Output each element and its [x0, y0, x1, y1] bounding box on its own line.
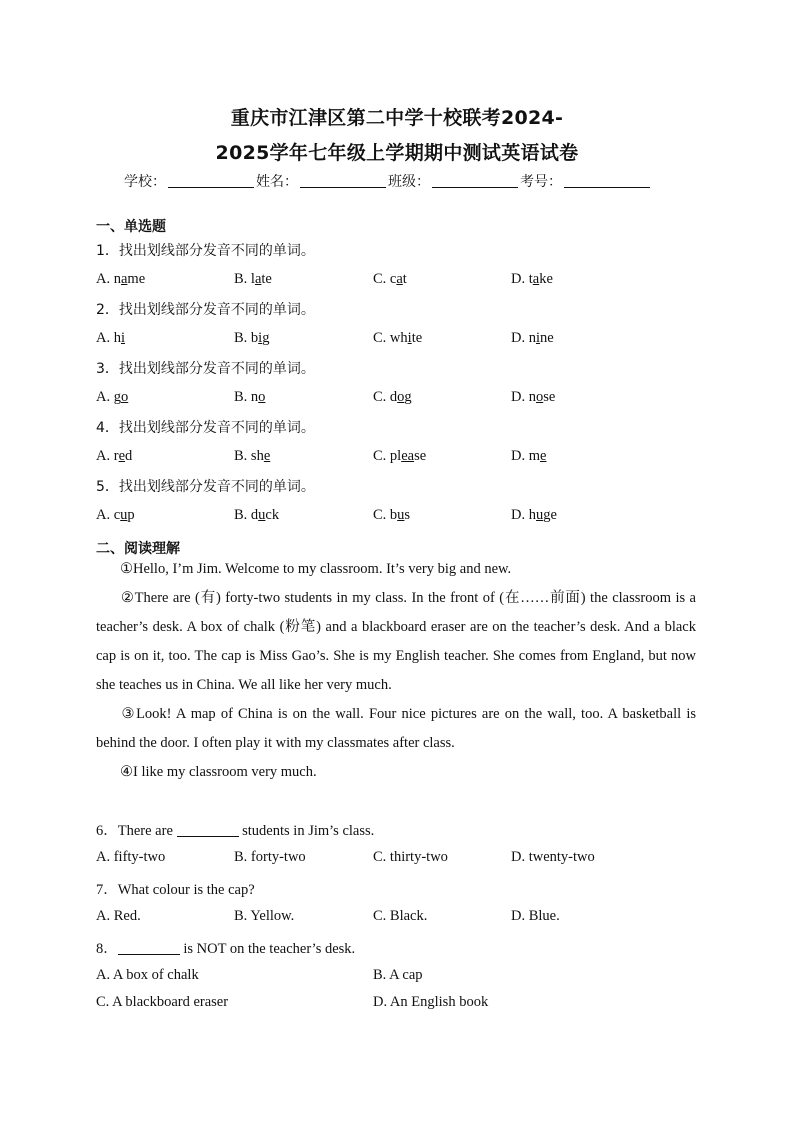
q8-option-c[interactable]: C. A blackboard eraser — [96, 994, 229, 1010]
option-letter: C. — [373, 448, 390, 464]
underlined-letters: u — [258, 507, 266, 523]
q6-option-c[interactable]: C. thirty-two — [373, 849, 448, 865]
underlined-letters: u — [535, 507, 544, 523]
option-letter: C. — [373, 271, 390, 287]
q7-option-c[interactable]: C. Black. — [373, 908, 428, 924]
q8-answer-blank[interactable] — [118, 941, 180, 955]
question-2-options — [96, 330, 716, 350]
question-6-stem: 6．There are students in Jim’s class. — [96, 823, 375, 839]
underlined-letters: u — [120, 507, 128, 523]
option-letter: D. — [511, 507, 529, 523]
q4-option-a[interactable] — [96, 448, 132, 465]
q8-option-d[interactable]: D. An English book — [373, 994, 489, 1010]
question-3-options — [96, 389, 716, 409]
option-letter: D. — [511, 389, 529, 405]
q5-option-d[interactable] — [511, 507, 557, 524]
question-8-options-row2 — [96, 994, 716, 1014]
passage-paragraph-3: ③Look! A map of China is on the wall. Four nice pictures are on the wall, too. A basketball is behind the door. I often play it with my classmates after class. — [96, 706, 696, 751]
underlined-letters: i — [535, 330, 541, 346]
passage-paragraph-1: ①Hello, I’m Jim. Welcome to my classroom. It’s very big and new. — [120, 561, 512, 577]
word-part: n — [250, 389, 259, 405]
passage-paragraph-2: ②There are (有) forty-two students in my class. In the front of (在……前面) the classroom is a teacher’s desk. A box of chalk (粉笔) and a blackboard eraser are on the teacher’s desk. And a black cap is on it, too. The cap is Miss Gao’s. She is my English teacher. She comes from England, but now she teaches us in China. We all like her very much. — [96, 590, 696, 693]
q4-option-c[interactable] — [373, 448, 426, 465]
q2-option-b[interactable] — [234, 330, 269, 347]
question-1-options — [96, 271, 716, 291]
word-part: n — [113, 271, 121, 287]
word-part: l — [250, 271, 255, 287]
q6-option-b[interactable]: B. forty-two — [234, 849, 306, 865]
underlined-letters: o — [535, 389, 544, 405]
q3-option-c[interactable] — [373, 389, 412, 406]
q1-option-d[interactable] — [511, 271, 553, 288]
option-letter: B. — [234, 448, 251, 464]
q5-option-c[interactable] — [373, 507, 410, 524]
underlined-letters: e — [118, 448, 126, 464]
question-4-stem: 4．找出划线部分发音不同的单词。 — [96, 420, 315, 436]
option-letter: B. — [234, 389, 251, 405]
question-3-stem: 3．找出划线部分发音不同的单词。 — [96, 361, 315, 377]
exam-number-blank[interactable] — [564, 173, 650, 188]
exam-number-label: 考号： — [520, 174, 562, 190]
question-8-options-row1 — [96, 967, 716, 987]
option-letter: C. — [373, 507, 390, 523]
q2-option-c[interactable] — [373, 330, 422, 347]
word-part: ge — [543, 507, 557, 523]
word-part: n — [528, 389, 536, 405]
word-part: d — [389, 389, 398, 405]
word-part: wh — [389, 330, 408, 346]
exam-title-line2: 2025学年七年级上学期期中测试英语试卷 — [215, 142, 579, 164]
section-heading-single-choice: 一、单选题 — [96, 219, 166, 235]
underlined-letters: u — [397, 507, 405, 523]
name-blank[interactable] — [300, 173, 386, 188]
class-label: 班级： — [388, 174, 430, 190]
option-letter: D. — [511, 330, 529, 346]
word-part: s — [404, 507, 411, 523]
underlined-letters: a — [120, 271, 128, 287]
word-part: te — [411, 330, 423, 346]
option-letter: A. — [96, 330, 114, 346]
q6-option-d[interactable]: D. twenty-two — [511, 849, 595, 865]
q8-option-a[interactable]: A. A box of chalk — [96, 967, 199, 983]
q5-option-b[interactable] — [234, 507, 279, 524]
word-part: b — [389, 507, 398, 523]
option-letter: D. — [511, 448, 529, 464]
option-letter: C. — [373, 330, 390, 346]
underlined-letters: o — [258, 389, 266, 405]
q7-option-d[interactable]: D. Blue. — [511, 908, 560, 924]
option-letter: B. — [234, 507, 251, 523]
question-6-options — [96, 849, 716, 869]
underlined-letters: o — [120, 389, 129, 405]
underlined-letters: o — [397, 389, 405, 405]
word-part: se — [543, 389, 556, 405]
q8-option-b[interactable]: B. A cap — [373, 967, 423, 983]
word-part: ne — [540, 330, 554, 346]
q6-answer-blank[interactable] — [177, 823, 239, 837]
school-label: 学校： — [124, 174, 166, 190]
underlined-letters: e — [540, 448, 547, 464]
option-letter: A. — [96, 448, 114, 464]
name-label: 姓名： — [256, 174, 298, 190]
question-5-stem: 5．找出划线部分发音不同的单词。 — [96, 479, 315, 495]
word-part: c — [389, 271, 397, 287]
q2-option-d[interactable] — [511, 330, 554, 347]
word-part: m — [528, 448, 541, 464]
q5-option-a[interactable] — [96, 507, 135, 524]
word-part: te — [261, 271, 272, 287]
word-part: t — [528, 271, 533, 287]
section-heading-reading: 二、阅读理解 — [96, 541, 180, 557]
word-part: d — [125, 448, 133, 464]
underlined-letters: a — [532, 271, 540, 287]
word-part: g — [404, 389, 412, 405]
underlined-letters: a — [254, 271, 262, 287]
word-part: g — [113, 389, 121, 405]
underlined-letters: e — [263, 448, 271, 464]
reading-passage — [96, 555, 696, 787]
q6-option-a[interactable]: A. fifty-two — [96, 849, 166, 865]
underlined-letters: i — [120, 330, 126, 346]
word-part: c — [113, 507, 121, 523]
word-part: d — [250, 507, 259, 523]
question-2-stem: 2．找出划线部分发音不同的单词。 — [96, 302, 315, 318]
q3-option-b[interactable] — [234, 389, 265, 406]
question-7-stem: 7．What colour is the cap? — [96, 882, 255, 898]
underlined-letters: i — [407, 330, 412, 346]
q4-option-d[interactable] — [511, 448, 546, 465]
option-letter: A. — [96, 271, 114, 287]
question-7-options — [96, 908, 716, 928]
option-letter: A. — [96, 389, 114, 405]
question-8-stem: 8． is NOT on the teacher’s desk. — [96, 941, 356, 957]
option-letter: B. — [234, 330, 251, 346]
q1-option-a[interactable] — [96, 271, 145, 288]
word-part: ke — [539, 271, 553, 287]
question-4-options — [96, 448, 716, 468]
underlined-letters: i — [258, 330, 263, 346]
word-part: b — [250, 330, 259, 346]
school-blank[interactable] — [168, 173, 254, 188]
exam-title-line1: 重庆市江津区第二中学十校联考2024- — [230, 107, 564, 129]
word-part: n — [528, 330, 536, 346]
question-1-stem: 1．找出划线部分发音不同的单词。 — [96, 243, 315, 259]
word-part: g — [262, 330, 270, 346]
option-letter: D. — [511, 271, 529, 287]
question-5-options — [96, 507, 716, 527]
word-part: t — [402, 271, 407, 287]
word-part: h — [528, 507, 536, 523]
class-blank[interactable] — [432, 173, 518, 188]
q1-option-b[interactable] — [234, 271, 272, 288]
option-letter: A. — [96, 507, 114, 523]
word-part: h — [113, 330, 121, 346]
q7-option-b[interactable]: B. Yellow. — [234, 908, 295, 924]
passage-paragraph-4: ④I like my classroom very much. — [120, 764, 317, 780]
word-part: se — [414, 448, 427, 464]
option-letter: C. — [373, 389, 390, 405]
word-part: pl — [389, 448, 402, 464]
underlined-letters: a — [396, 271, 403, 287]
word-part: ck — [265, 507, 280, 523]
q4-option-b[interactable] — [234, 448, 270, 465]
q3-option-d[interactable] — [511, 389, 555, 406]
q1-option-c[interactable] — [373, 271, 407, 288]
word-part: sh — [250, 448, 264, 464]
q7-option-a[interactable]: A. Red. — [96, 908, 141, 924]
underlined-letters: ea — [401, 448, 415, 464]
word-part: r — [113, 448, 119, 464]
student-info-row — [124, 171, 652, 191]
word-part: me — [127, 271, 146, 287]
q2-option-a[interactable] — [96, 330, 125, 347]
word-part: p — [127, 507, 135, 523]
q3-option-a[interactable] — [96, 389, 128, 406]
option-letter: B. — [234, 271, 251, 287]
